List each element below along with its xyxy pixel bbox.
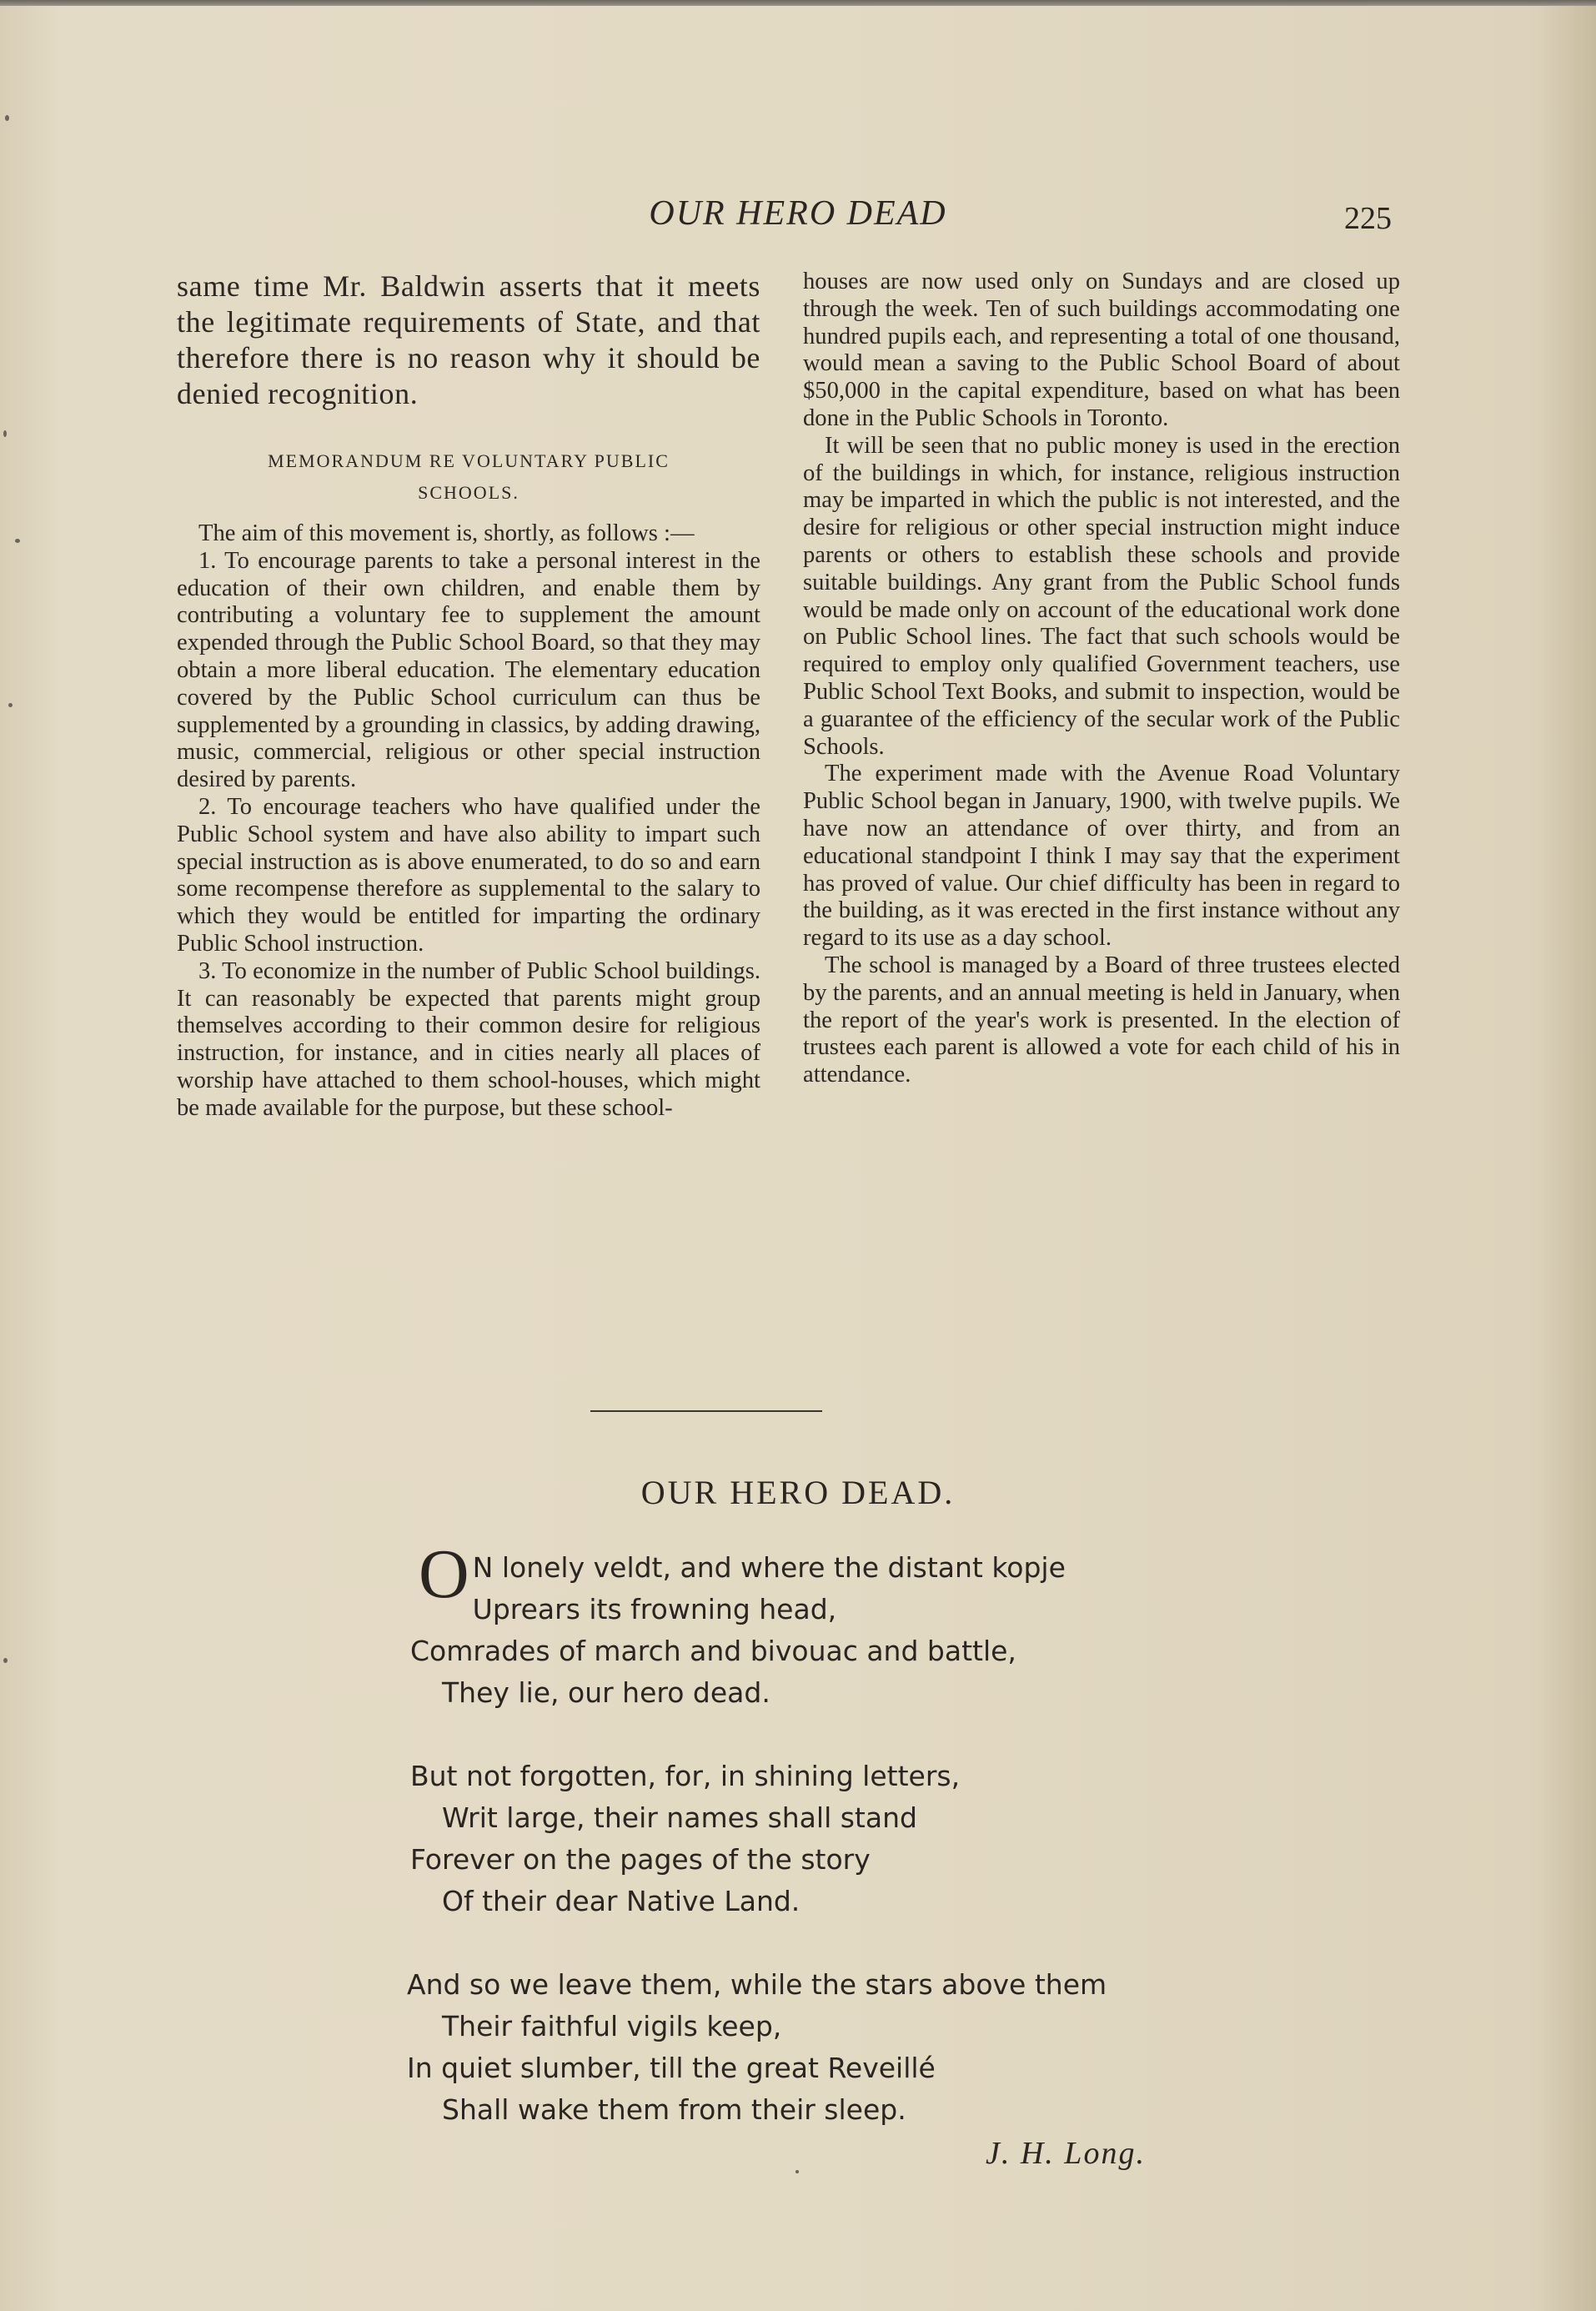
paragraph-continued: houses are now used only on Sundays and are closed up through the week. Ten of such buildings accommodating one hundred pupils each, and representing a total of one thousand, would mean a saving to the Public School Board of about $50,000 in the capital expenditure, based on what has been done in the Public Schools in Toronto. (803, 269, 1400, 431)
drop-cap: O (419, 1535, 469, 1613)
poem-line: Shall wake them from their sleep. (442, 2093, 906, 2126)
poem-line: Their faithful vigils keep, (442, 2010, 782, 2042)
poem-line: And so we leave them, while the stars above them (407, 1968, 1107, 2001)
poem-line: But not forgotten, for, in shining letters, (410, 1760, 961, 1792)
section-divider (590, 1410, 822, 1412)
paragraph-aim-1: 1. To encourage parents to take a personal interest in the education of their own children, and enable them by contributing a voluntary fee to supplement the amount expended through the Public School Board, so that they may obtain a more liberal education. The elementary education covered by the Public School curriculum can thus be supplemented by a grounding in classics, by adding drawing, music, commercial, religious or other special instruction desired by parents. (177, 547, 760, 793)
continued-paragraph: same time Mr. Baldwin asserts that it meets the legitimate requirements of State, and that therefore there is no reason why it should be denied recognition. (177, 269, 760, 410)
page-number: 225 (1344, 201, 1392, 236)
paragraph-experiment: The experiment made with the Avenue Road Voluntary Public School began in January, 1900, with twelve pupils. We have now an attendance of over thirty, and from an educational standpoint I think I may say that the experiment has proved of value. Our chief difficulty has been in regard to the building, as it was erected in the first instance without any regard to its use as a day school. (803, 761, 1400, 952)
page-top-edge (0, 0, 1596, 6)
poem-line: Uprears its frowning head, (472, 1593, 837, 1625)
stanza-1 (410, 1535, 1327, 1714)
memorandum-heading-line-1: MEMORANDUM RE VOLUNTARY PUBLIC (268, 450, 670, 471)
paragraph-aim-2: 2. To encourage teachers who have qualified under the Public School system and have also ability to impart such special instruction as is above enumerated, to do so and earn some recompense therefore as supplemental to the salary to which they would be entitled for imparting the ordinary Public School instruction. (177, 793, 760, 957)
paper-speck (3, 1658, 8, 1663)
poem-title: OUR HERO DEAD. (640, 1474, 956, 1511)
stanza-3 (407, 1964, 1327, 2131)
paper-speck (5, 115, 9, 121)
left-column (177, 269, 760, 1123)
paper-speck (8, 703, 13, 707)
poem (407, 1535, 1327, 2173)
poem-author: J. H. Long. (986, 2136, 1146, 2171)
memorandum-heading (177, 445, 760, 509)
memorandum-heading-line-2: SCHOOLS. (418, 482, 519, 503)
paper-speck (3, 430, 7, 437)
stanza-2 (410, 1756, 1327, 1922)
paper-speck (15, 539, 20, 543)
paper-speck (795, 2170, 799, 2173)
paragraph-aim-3: 3. To economize in the number of Public School buildings. It can reasonably be expected that parents might group themselves according to their common desire for religious instruction, for instance, and in cities nearly all places of worship have attached to them school-houses, which might be made available for the purpose, but these school- (177, 957, 760, 1121)
poem-line: Comrades of march and bivouac and battle, (410, 1635, 1016, 1667)
right-column (803, 269, 1400, 1089)
poem-line: In quiet slumber, till the great Reveillé (407, 2052, 936, 2084)
poem-line: Forever on the pages of the story (410, 1843, 871, 1876)
poem-line: Of their dear Native Land. (442, 1885, 801, 1917)
poem-line: They lie, our hero dead. (442, 1676, 770, 1709)
paragraph-board: The school is managed by a Board of three trustees elected by the parents, and an annual meeting is held in January, when the report of the year's work is presented. In the election of trustees each parent is allowed a vote for each child of his in attendance. (803, 952, 1400, 1088)
running-head: OUR HERO DEAD (649, 194, 947, 233)
paragraph-public-money: It will be seen that no public money is used in the erection of the buildings in which, for instance, religious instruction may be imparted in which the public is not interested, and the desire for religious or other special instruction might induce parents or others to establish these schools and provide suitable buildings. Any grant from the Public School funds would be made only on account of the educational work done on Public School lines. The fact that such schools would be required to employ only qualified Government teachers, use Public School Text Books, and submit to inspection, would be a guarantee of the efficiency of the secular work of the Public Schools. (803, 432, 1400, 760)
paragraph-intro: The aim of this movement is, shortly, as follows :— (198, 520, 695, 546)
poem-line: N lonely veldt, and where the distant kopje (472, 1551, 1066, 1584)
poem-line: Writ large, their names shall stand (442, 1801, 917, 1834)
